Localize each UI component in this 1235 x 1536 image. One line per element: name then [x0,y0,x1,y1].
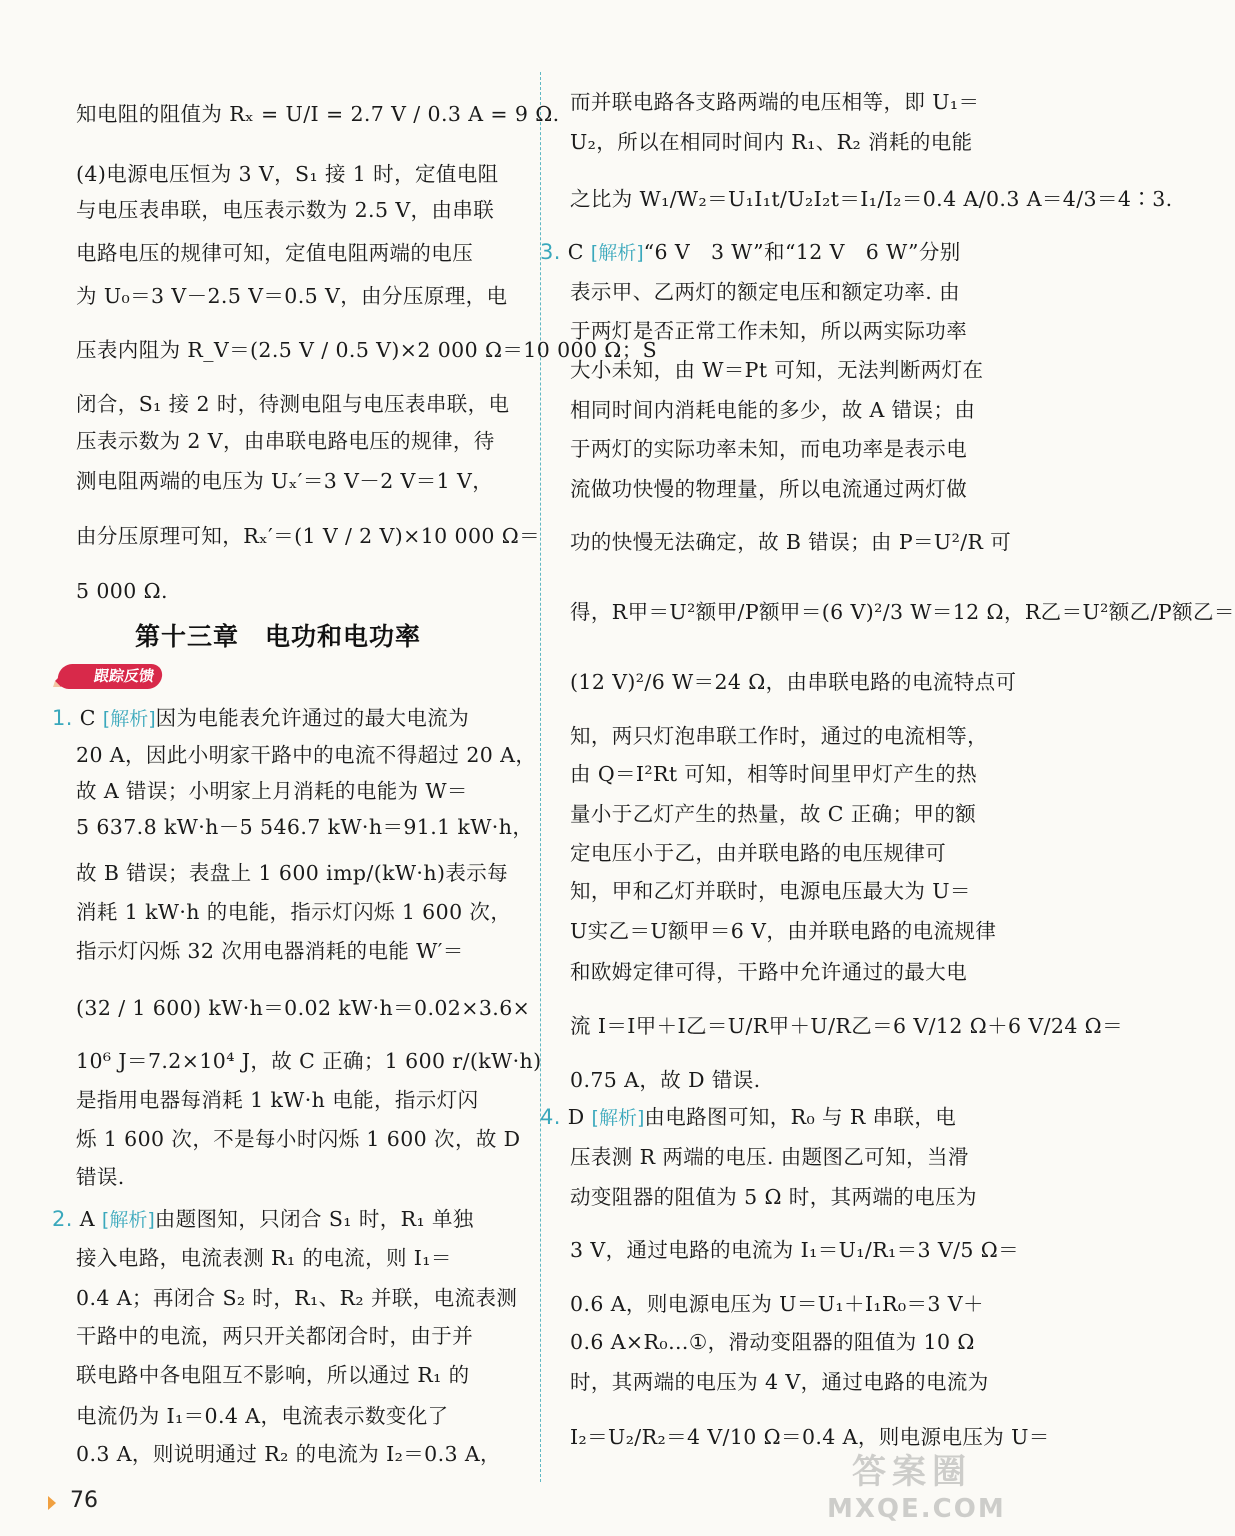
analysis-tag: [解析] [102,708,156,730]
text-line: 3 V，通过电路的电流为 I₁＝U₁/R₁＝3 V/5 Ω＝ [570,1238,1020,1262]
text-line: “6 V 3 W”和“12 V 6 W”分别 [643,240,961,264]
text-line: 错误. [76,1165,125,1189]
text-line: 大小未知，由 W＝Pt 可知，无法判断两灯在 [570,358,984,382]
text-line: 联电路中各电阻互不影响，所以通过 R₁ 的 [76,1363,470,1387]
text-line: (32 / 1 600) kW·h＝0.02 kW·h＝0.02×3.6× [76,996,531,1020]
text-line: 知，甲和乙灯并联时，电源电压最大为 U＝ [570,879,971,903]
text-line: 定电压小于乙，由并联电路的电压规律可 [570,841,947,865]
analysis-tag: [解析] [590,242,644,264]
analysis-tag: [解析] [101,1209,155,1231]
text-line: 得，R甲＝U²额甲/P额甲＝(6 V)²/3 W＝12 Ω，R乙＝U²额乙/P额乙＝ [570,600,1235,624]
text-line: (4)电源电压恒为 3 V，S₁ 接 1 时，定值电阻 [76,162,499,186]
text-line: 消耗 1 kW·h 的电能，指示灯闪烁 1 600 次， [76,900,512,924]
text-line: 功的快慢无法确定，故 B 错误；由 P＝U²/R 可 [570,530,1012,554]
text-line: 10⁶ J＝7.2×10⁴ J，故 C 正确；1 600 r/(kW·h) [76,1049,542,1073]
item-number: 1. [52,706,73,730]
text-line: 0.4 A；再闭合 S₂ 时，R₁、R₂ 并联，电流表测 [76,1286,518,1310]
text-line: 之比为 W₁/W₂＝U₁I₁t/U₂I₂t＝I₁/I₂＝0.4 A/0.3 A＝4/3＝4∶3. [570,187,1173,211]
item-answer: C [567,240,584,264]
text-line: 0.3 A，则说明通过 R₂ 的电流为 I₂＝0.3 A， [76,1442,501,1466]
text-line: 由分压原理可知，Rₓ′＝(1 V / 2 V)×10 000 Ω＝ [76,524,541,548]
text-line: 20 A，因此小明家干路中的电流不得超过 20 A， [76,743,537,767]
text-line: 测电阻两端的电压为 Uₓ′＝3 V－2 V＝1 V， [76,469,494,493]
text-line: 由题图知，只闭合 S₁ 时，R₁ 单独 [154,1207,474,1231]
text-line: 故 B 错误；表盘上 1 600 imp/(kW·h)表示每 [76,861,509,885]
section-badge: 跟踪反馈 [56,664,164,689]
text-line: 压表示数为 2 V，由串联电路电压的规律，待 [76,429,495,453]
text-line: 故 A 错误；小明家上月消耗的电能为 W＝ [76,779,468,803]
item-number: 2. [52,1207,73,1231]
watermark-url: MXQE.COM [827,1494,1006,1524]
page-number: 76 [70,1488,98,1513]
text-line: 为 U₀＝3 V－2.5 V＝0.5 V，由分压原理，电 [76,284,508,308]
item-number: 3. [540,240,561,264]
answer-item-4 [540,1103,956,1132]
text-line: 5 637.8 kW·h－5 546.7 kW·h＝91.1 kW·h， [76,815,534,839]
text-line: 压表内阻为 R_V＝(2.5 V / 0.5 V)×2 000 Ω＝10 000 Ω；S [76,338,658,362]
text-line: 于两灯的实际功率未知，而电功率是表示电 [570,437,968,461]
text-line: 与电压表串联，电压表示数为 2.5 V，由串联 [76,198,495,222]
text-line: 而并联电路各支路两端的电压相等，即 U₁＝ [570,90,980,114]
text-line: U₂，所以在相同时间内 R₁、R₂ 消耗的电能 [570,130,973,154]
text-line: 5 000 Ω. [76,579,168,603]
text-line: 电流仍为 I₁＝0.4 A，电流表示数变化了 [76,1404,449,1428]
watermark-title: 答案圈 [852,1452,972,1492]
answer-item-1 [52,704,469,733]
text-line: 时，其两端的电压为 4 V，通过电路的电流为 [570,1370,989,1394]
text-line: 知电阻的阻值为 Rₓ = U/I = 2.7 V / 0.3 A = 9 Ω. [76,102,560,126]
text-line: 和欧姆定律可得，干路中允许通过的最大电 [570,960,968,984]
analysis-tag: [解析] [591,1107,645,1129]
text-line: 接入电路，电流表测 R₁ 的电流，则 I₁＝ [76,1246,452,1270]
text-line: 动变阻器的阻值为 5 Ω 时，其两端的电压为 [570,1185,977,1209]
text-line: U实乙＝U额甲＝6 V，由并联电路的电流规律 [570,919,997,943]
text-line: 流做功快慢的物理量，所以电流通过两灯做 [570,477,968,501]
column-divider [540,72,541,1482]
item-answer: A [79,1207,95,1231]
answer-item-3 [540,238,961,267]
text-line: 因为电能表允许通过的最大电流为 [155,706,470,730]
text-line: 于两灯是否正常工作未知，所以两实际功率 [570,319,968,343]
text-line: 烁 1 600 次，不是每小时闪烁 1 600 次，故 D [76,1127,521,1151]
answer-item-2 [52,1205,474,1234]
text-line: 闭合，S₁ 接 2 时，待测电阻与电压表串联，电 [76,392,510,416]
watermark [827,1450,1006,1530]
text-line: (12 V)²/6 W＝24 Ω，由串联电路的电流特点可 [570,670,1017,694]
text-line: 0.6 A×R₀…①，滑动变阻器的阻值为 10 Ω [570,1330,975,1354]
text-line: 0.6 A，则电源电压为 U＝U₁＋I₁R₀＝3 V＋ [570,1292,984,1316]
text-line: 压表测 R 两端的电压. 由题图乙可知，当滑 [570,1145,969,1169]
text-line: 干路中的电流，两只开关都闭合时，由于并 [76,1324,474,1348]
text-line: I₂＝U₂/R₂＝4 V/10 Ω＝0.4 A，则电源电压为 U＝ [570,1425,1050,1449]
text-line: 相同时间内消耗电能的多少，故 A 错误；由 [570,398,976,422]
item-number: 4. [540,1105,561,1129]
text-line: 由 Q＝I²Rt 可知，相等时间里甲灯产生的热 [570,762,978,786]
text-line: 知，两只灯泡串联工作时，通过的电流相等， [570,724,988,748]
text-line: 流 I＝I甲＋I乙＝U/R甲＋U/R乙＝6 V/12 Ω＋6 V/24 Ω＝ [570,1014,1123,1038]
text-line: 是指用电器每消耗 1 kW·h 电能，指示灯闪 [76,1088,479,1112]
chapter-title: 第十三章 电功和电功率 [135,622,422,651]
text-line: 指示灯闪烁 32 次用电器消耗的电能 W′＝ [76,939,464,963]
text-line: 电路电压的规律可知，定值电阻两端的电压 [76,241,474,265]
text-line: 由电路图可知，R₀ 与 R 串联，电 [644,1105,957,1129]
text-line: 0.75 A，故 D 错误. [570,1068,761,1092]
item-answer: D [567,1105,585,1129]
item-answer: C [79,706,96,730]
text-line: 表示甲、乙两灯的额定电压和额定功率. 由 [570,280,961,304]
page-marker-icon [48,1496,56,1510]
text-line: 量小于乙灯产生的热量，故 C 正确；甲的额 [570,802,977,826]
